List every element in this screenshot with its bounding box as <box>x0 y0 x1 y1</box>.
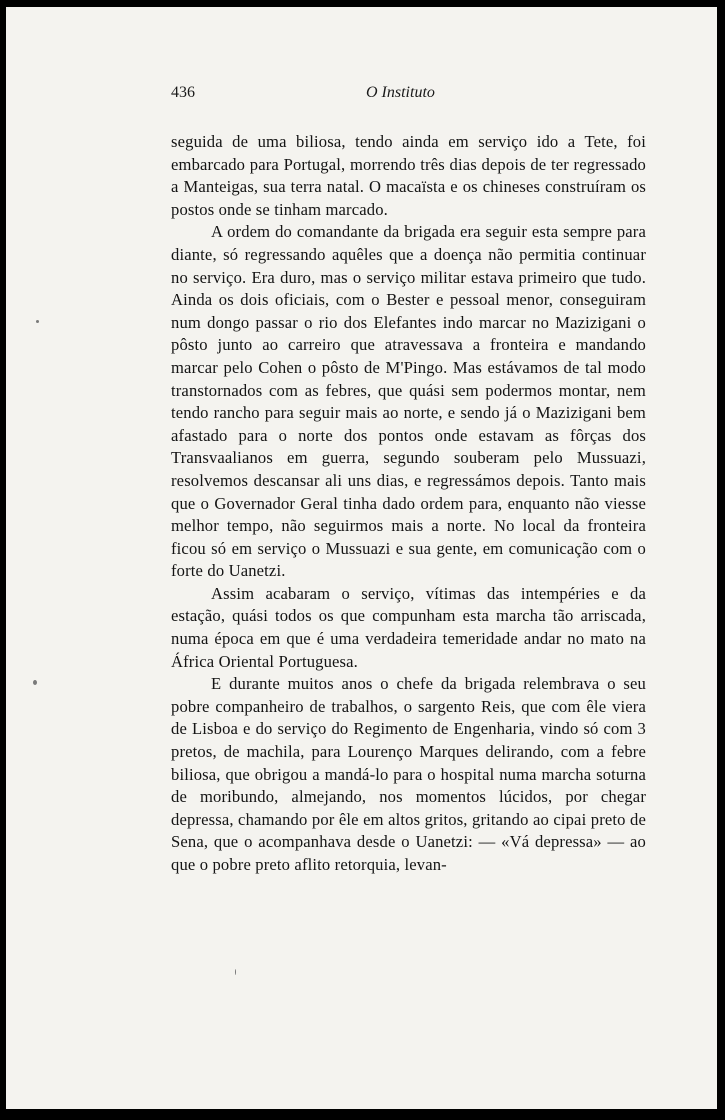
paper-speck <box>33 680 37 685</box>
paragraph: A ordem do comandante da brigada era seguir esta sempre para diante, só regressando aquêles que a doença não permitia continuar no serviço. Era duro, mas o serviço militar estava primeiro que tudo. Ainda os dois oficiais, com o Bester e pessoal menor, conseguiram num dongo passar o rio dos Elefantes indo marcar no Mazizigani o pôsto junto ao carreiro que atravessava a fronteira e mandando marcar pelo Cohen o pôsto de M'Pingo. Mas estávamos de tal modo transtornados com as febres, que quási sem podermos montar, nem tendo rancho para seguir mais ao norte, e sendo já o Mazizigani bem afastado para o norte dos pontos onde estavam as fôrças dos Transvaalianos em guerra, segundo souberam pelo Mussuazi, resolvemos descansar ali uns dias, e regressámos depois. Tanto mais que o Governador Geral tinha dado ordem para, enquanto não viesse melhor tempo, não seguirmos mais a norte. No local da fronteira ficou só em serviço o Mussuazi e sua gente, em comunicação com o forte do Uanetzi. <box>171 222 646 581</box>
paper-speck <box>36 320 39 323</box>
book-page <box>6 7 717 1109</box>
paragraph: E durante muitos anos o chefe da brigada relembrava o seu pobre companheiro de trabalhos, o sargento Reis, que com êle viera de Lisboa e do serviço do Regimento de Engenharia, vindo só com 3 pretos, de machila, para Lourenço Marques delirando, com a febre biliosa, que obrigou a mandá-lo para o hospital numa marcha soturna de moribundo, almejando, nos momentos lúcidos, por chegar depressa, chamando por êle em altos gritos, gritando ao cipai preto de Sena, que o acompanhava desde o Uanetzi: — «Vá depressa» — ao que o pobre preto aflito retorquia, levan- <box>171 674 646 874</box>
paper-speck <box>235 969 236 975</box>
page-number: 436 <box>171 84 195 101</box>
page-header <box>171 84 651 106</box>
paragraph: seguida de uma biliosa, tendo ainda em serviço ido a Tete, foi embarcado para Portugal, morrendo três dias depois de ter regressado a Manteigas, sua terra natal. O macaïsta e os chineses construíram os postos onde se tinham marcado. <box>171 132 646 219</box>
running-title: O Instituto <box>366 84 435 101</box>
paragraph: Assim acabaram o serviço, vítimas das intempéries e da estação, quási todos os que compunham esta marcha tão arriscada, numa época em que é uma verdadeira temeridade andar no mato na África Oriental Portuguesa. <box>171 583 646 671</box>
body-text <box>171 131 646 877</box>
